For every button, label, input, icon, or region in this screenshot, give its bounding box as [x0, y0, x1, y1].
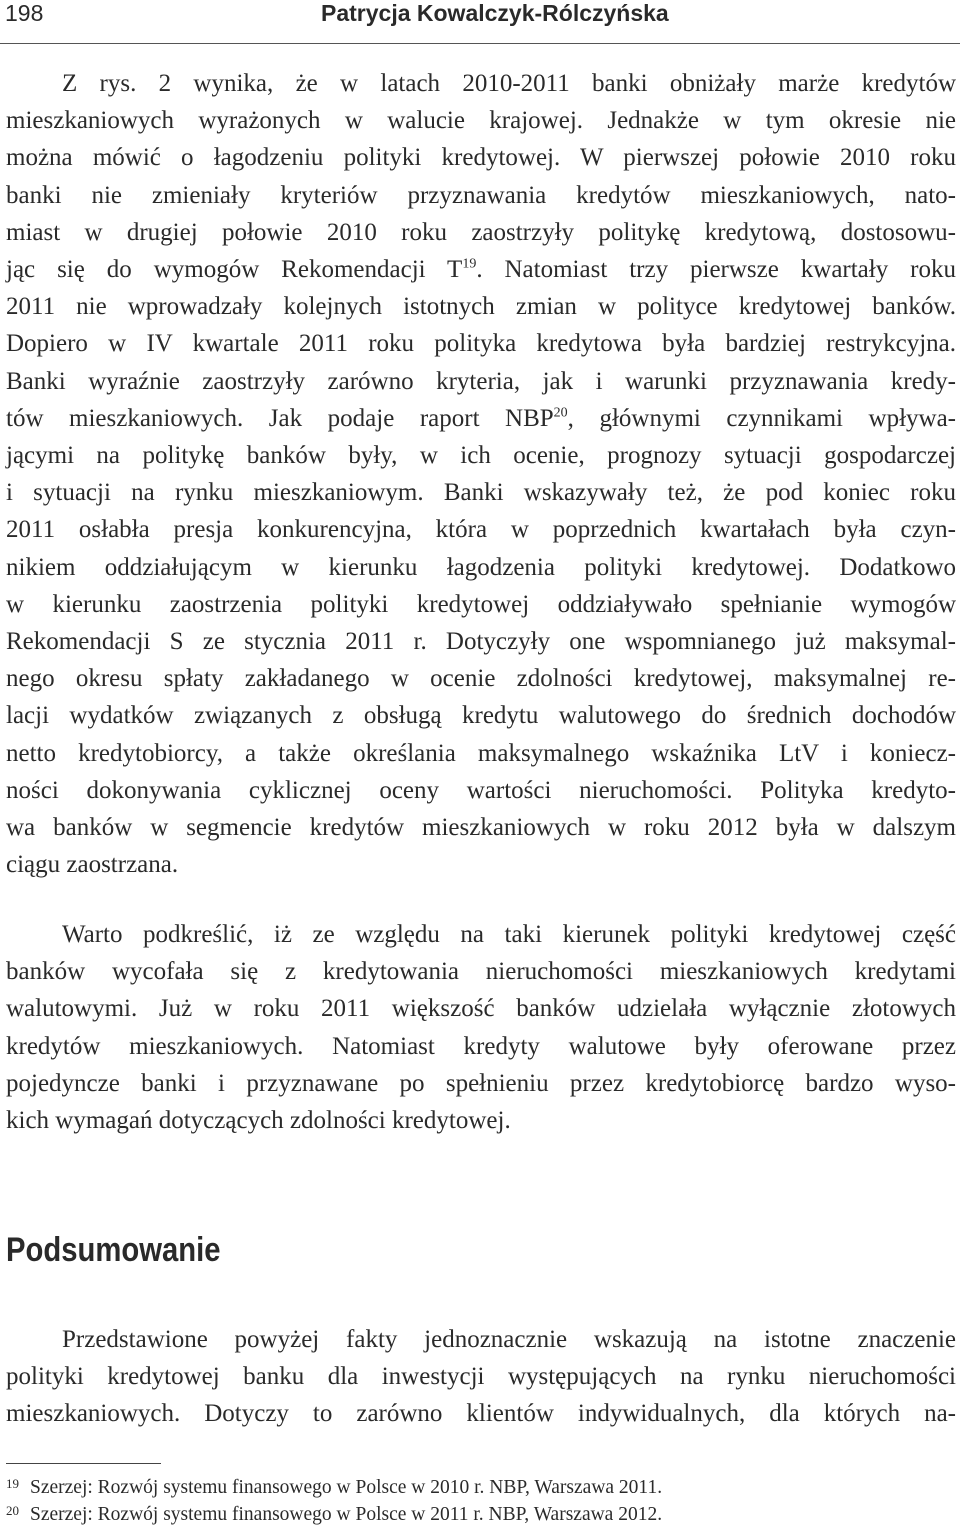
text-line: jącymi na politykę banków były, w ich ocenie, prognozy sytuacji gospodarczej	[6, 442, 956, 470]
text-segment: jąc się do wymogów Rekomendacji T	[6, 256, 463, 284]
paragraph-2	[6, 916, 956, 1139]
text-line: 2011 osłabła presja konkurencyjna, która w poprzednich kwartałach była czyn-	[6, 516, 956, 544]
paragraph-3	[6, 1321, 956, 1433]
text-line: ności dokonywania cyklicznej oceny wartości nieruchomości. Polityka kredyto-	[6, 776, 956, 804]
text-line: i sytuacji na rynku mieszkaniowym. Banki wskazywały też, że pod koniec roku	[6, 479, 956, 507]
text-segment: tów mieszkaniowych. Jak podaje raport NBP	[6, 404, 554, 432]
text-line: 2011 nie wprowadzały kolejnych istotnych zmian w polityce kredytowej banków.	[6, 293, 956, 321]
footnote-text: Szerzej: Rozwój systemu finansowego w Polsce w 2010 r. NBP, Warszawa 2011.	[30, 1477, 663, 1498]
text-line: banki nie zmieniały kryteriów przyznawania kredytów mieszkaniowych, nato-	[6, 181, 956, 209]
running-head-author: Patrycja Kowalczyk-Rólczyńska	[321, 0, 669, 26]
text-line: można mówić o łagodzeniu polityki kredytowej. W pierwszej połowie 2010 roku	[6, 144, 956, 172]
text-line: polityki kredytowej banku dla inwestycji występujących na rynku nieruchomości	[6, 1363, 956, 1391]
text-line: ciągu zaostrzana.	[6, 851, 179, 879]
footnote-rule	[6, 1463, 161, 1464]
text-line: Banki wyraźnie zaostrzyły zarówno kryteria, jak i warunki przyznawania kredy-	[6, 367, 956, 395]
text-line: nikiem oddziałującym w kierunku łagodzenia polityki kredytowej. Dodatkowo	[6, 553, 956, 581]
text-segment: . Natomiast trzy pierwsze kwartały roku	[476, 256, 956, 284]
text-line: Dopiero w IV kwartale 2011 roku polityka kredytowa była bardziej restrykcyjna.	[6, 330, 956, 358]
text-line: Z rys. 2 wynika, że w latach 2010-2011 banki obniżały marże kredytów	[62, 70, 956, 97]
footnote-number: 20	[6, 1503, 19, 1518]
footnote-ref-20[interactable]: 20	[553, 405, 568, 421]
footnote-ref-19[interactable]: 19	[462, 256, 477, 272]
page-number: 198	[5, 0, 44, 26]
text-line: netto kredytobiorcy, a także określania maksymalnego wskaźnika LtV i koniecz-	[6, 739, 956, 767]
text-line: miast w drugiej połowie 2010 roku zaostrzyły politykę kredytową, dostosowu-	[6, 218, 956, 246]
text-line: banków wycofała się z kredytowania nieruchomości mieszkaniowych kredytami	[6, 958, 956, 986]
text-line-with-footnote	[6, 400, 956, 437]
paragraph-1	[6, 65, 956, 883]
text-line-with-footnote	[6, 251, 956, 288]
footnote-number: 19	[6, 1476, 19, 1491]
text-line: mieszkaniowych wyrażonych w walucie krajowej. Jednakże w tym okresie nie	[6, 107, 956, 135]
text-line: pojedyncze banki i przyznawane po spełnieniu przez kredytobiorcę bardzo wyso-	[6, 1069, 956, 1097]
footnote-20	[6, 1501, 946, 1528]
running-header	[5, 0, 955, 27]
footnotes	[6, 1474, 946, 1528]
text-line: w kierunku zaostrzenia polityki kredytowej oddziaływało spełnianie wymogów	[6, 590, 956, 618]
header-rule	[0, 43, 960, 44]
text-line: mieszkaniowych. Dotyczy to zarówno klientów indywidualnych, dla których na-	[6, 1400, 956, 1428]
text-segment: , głównymi czynnikami wpływa-	[567, 404, 956, 432]
text-line: Warto podkreślić, iż ze względu na taki kierunek polityki kredytowej część	[62, 921, 956, 948]
text-line: kich wymagań dotyczących zdolności kredytowej.	[6, 1107, 511, 1135]
footnote-19	[6, 1474, 946, 1501]
text-line: nego okresu spłaty zakładanego w ocenie zdolności kredytowej, maksymalnej re-	[6, 665, 956, 693]
footnote-text: Szerzej: Rozwój systemu finansowego w Polsce w 2011 r. NBP, Warszawa 2012.	[30, 1504, 663, 1525]
text-line: Przedstawione powyżej fakty jednoznacznie wskazują na istotne znaczenie	[62, 1326, 956, 1353]
text-line: lacji wydatków związanych z obsługą kredytu walutowego do średnich dochodów	[6, 702, 956, 730]
text-line: walutowymi. Już w roku 2011 większość banków udzielała wyłącznie złotowych	[6, 995, 956, 1023]
text-line: wa banków w segmencie kredytów mieszkaniowych w roku 2012 była w dalszym	[6, 814, 956, 842]
text-line: Rekomendacji S ze stycznia 2011 r. Dotyczyły one wspomnianego już maksymal-	[6, 628, 956, 656]
text-line: kredytów mieszkaniowych. Natomiast kredyty walutowe były oferowane przez	[6, 1032, 956, 1060]
section-heading: Podsumowanie	[6, 1231, 221, 1269]
